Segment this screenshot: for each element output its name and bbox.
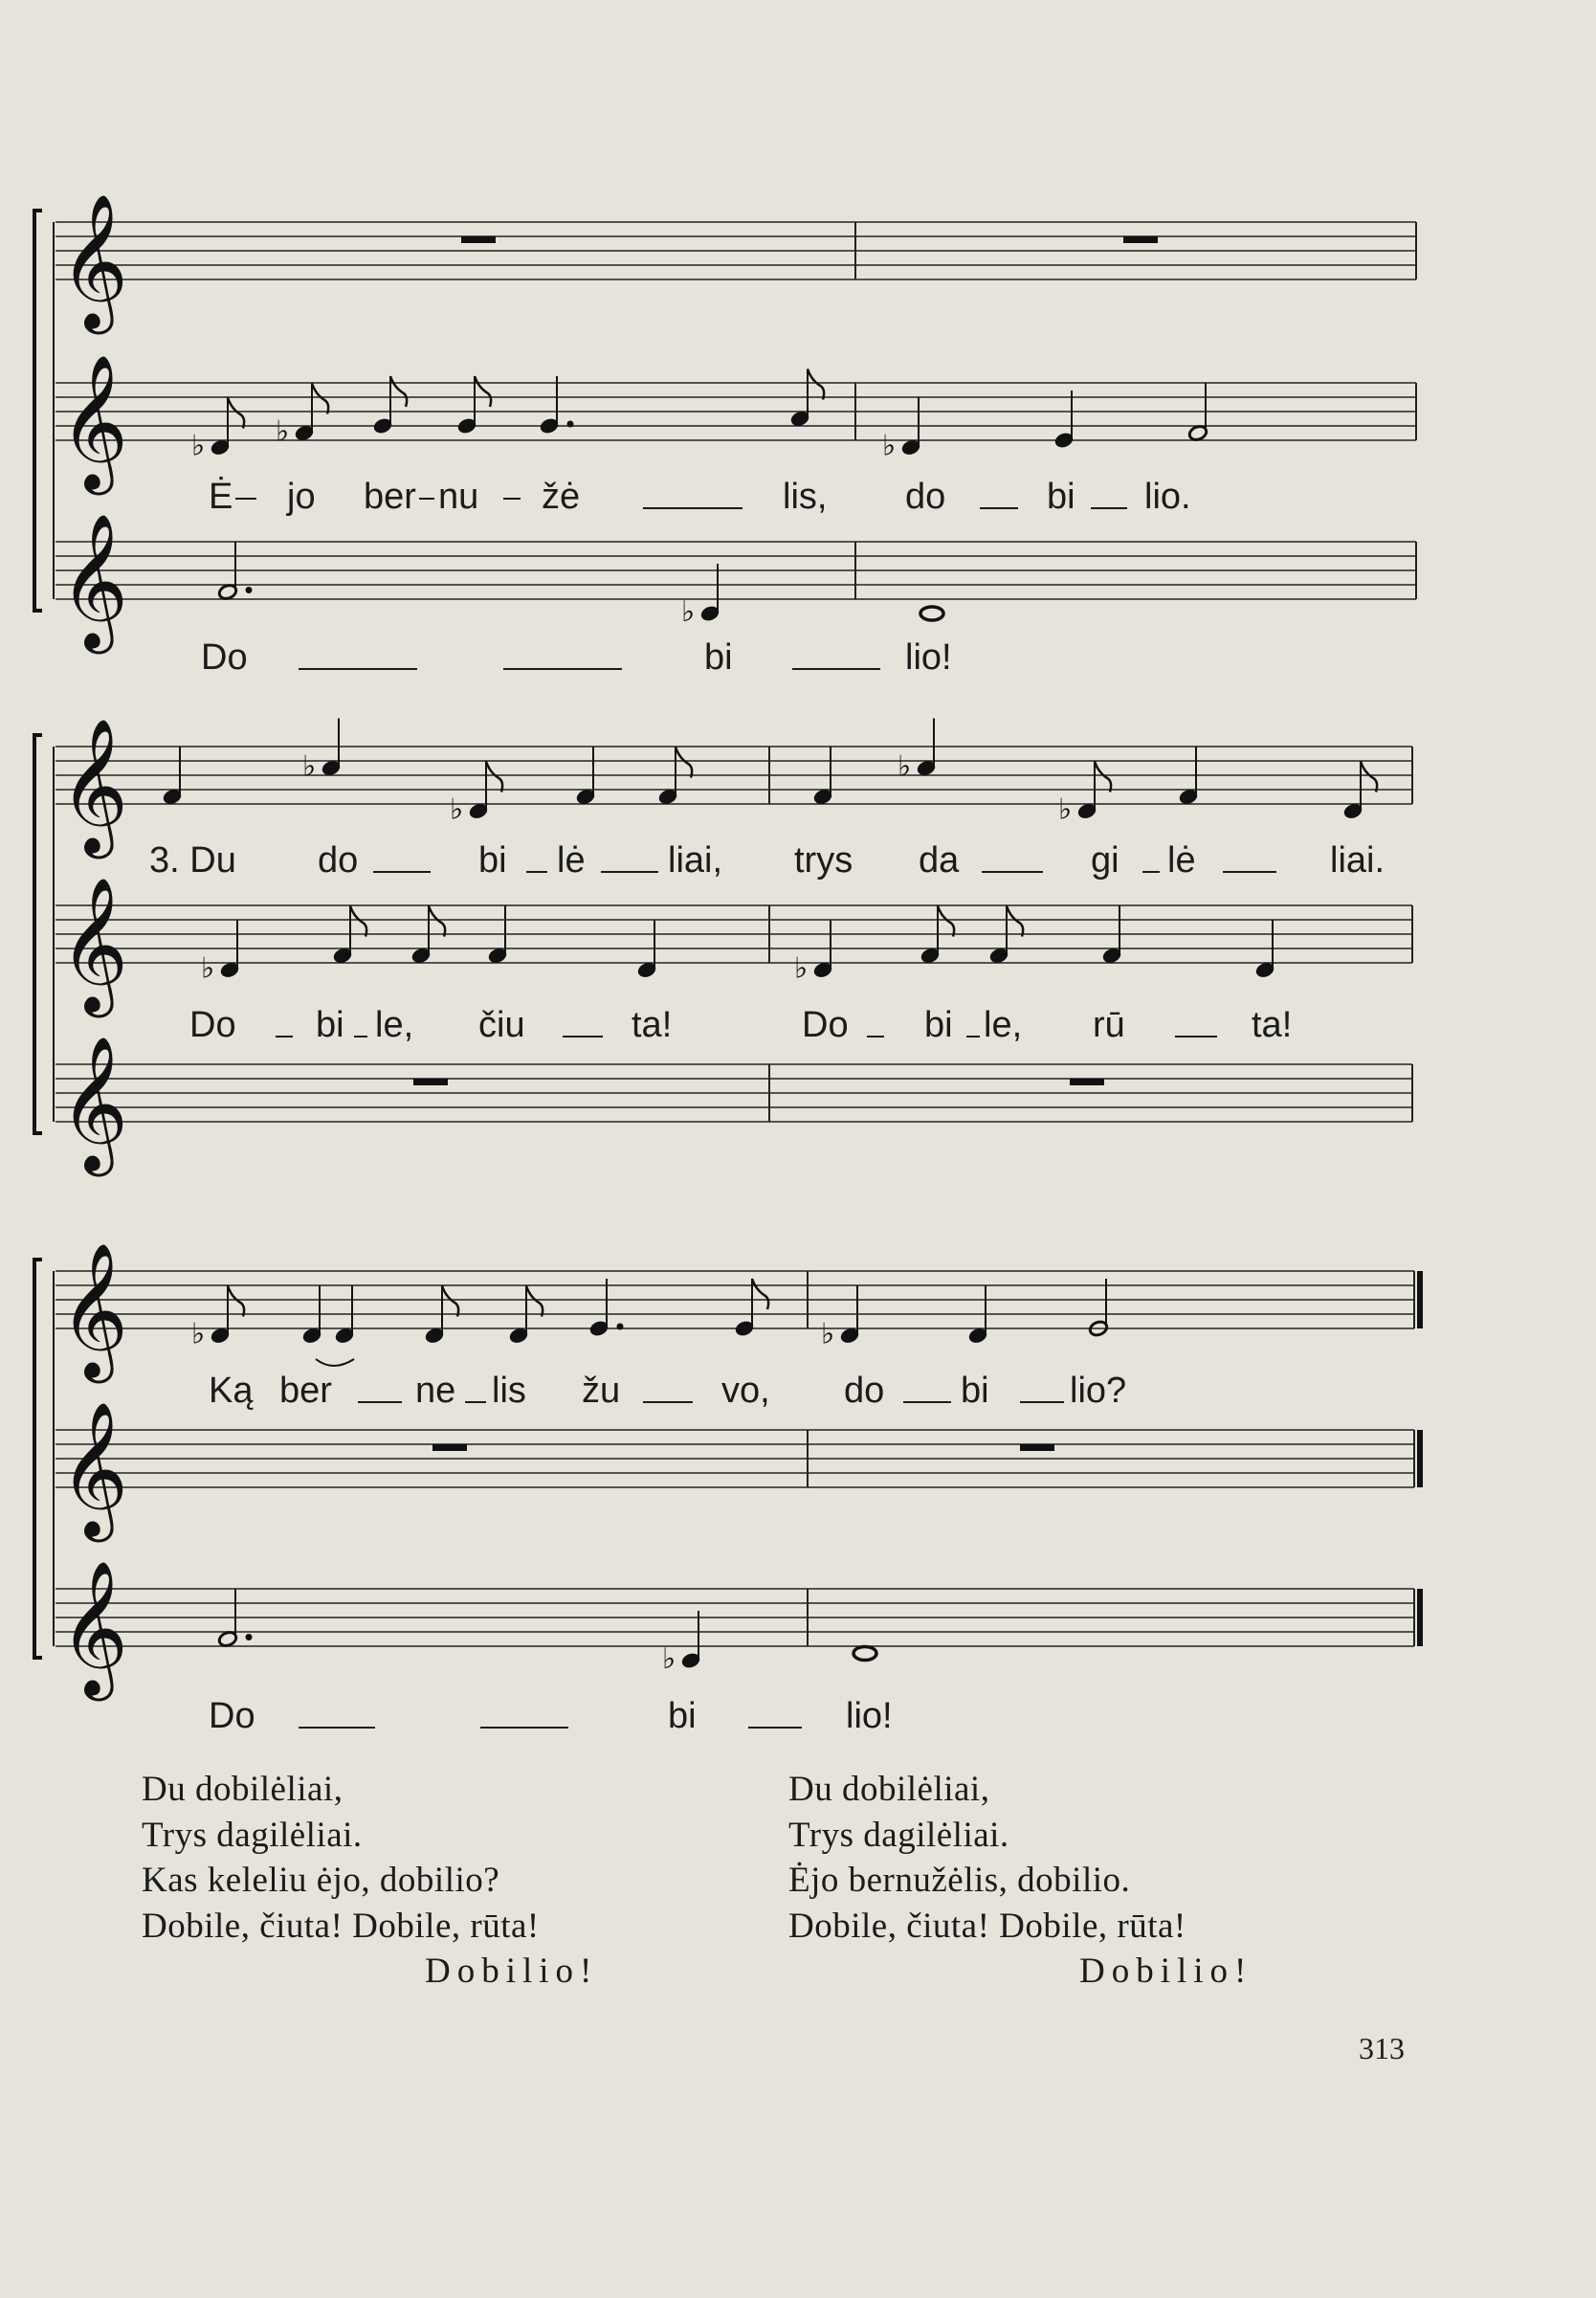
lyric-hyphen (980, 507, 1018, 509)
note-flag (475, 376, 491, 407)
page-number: 313 (1359, 2031, 1405, 2065)
lyric-syllable: ne (415, 1371, 456, 1411)
lyric-syllable: Do (201, 637, 248, 678)
final-barline (1417, 1430, 1423, 1487)
system-bracket (34, 1260, 42, 1658)
note-flag (429, 906, 445, 937)
lyric-hyphen (903, 1401, 951, 1403)
lyric-syllable: liai. (1330, 840, 1385, 881)
treble-clef-icon: 𝄞 (59, 353, 129, 489)
lyric-syllable: lio! (846, 1696, 893, 1736)
note-flag (1361, 762, 1377, 792)
note-flag (312, 384, 328, 414)
treble-clef-icon: 𝄞 (59, 1241, 129, 1377)
lyric-hyphen (1091, 507, 1127, 509)
system-bracket (34, 211, 42, 611)
lyric-syllable: lė (1167, 840, 1196, 881)
verse-line: Ėjo bernužėlis, dobilio. (788, 1861, 1131, 1900)
verse-right (788, 1767, 1252, 1995)
final-barline (1417, 1589, 1423, 1646)
lyric-syllable: Ką (209, 1371, 254, 1411)
lyric-syllable: lis, (783, 477, 828, 517)
note-flag (752, 1279, 768, 1309)
treble-clef-icon: 𝄞 (59, 717, 129, 853)
verse-left (142, 1767, 598, 1995)
whole-rest (432, 1444, 467, 1451)
flat-icon: ♭ (450, 792, 464, 827)
verse-line: Dobile, čiuta! Dobile, rūta! (788, 1906, 1186, 1946)
verse-line: Trys dagilėliai. (142, 1815, 363, 1855)
final-barline (1417, 1271, 1423, 1328)
flat-icon: ♭ (681, 595, 696, 629)
dot (567, 421, 574, 428)
lyric-hyphen (235, 498, 256, 500)
note-flag (938, 906, 954, 937)
lyric-syllable: ber (279, 1371, 332, 1411)
note-flag (390, 376, 407, 407)
lyric-syllable: gi (1091, 840, 1119, 881)
flat-icon: ♭ (276, 414, 290, 449)
dot (246, 587, 253, 593)
verse-line: Kas keleliu ėjo, dobilio? (142, 1861, 500, 1900)
lyric-hyphen (276, 1036, 293, 1037)
lyric-syllable: le, (375, 1005, 414, 1045)
lyric-hyphen (643, 1401, 693, 1403)
lyric-syllable: lio? (1070, 1371, 1127, 1411)
verse-refrain: Dobilio! (425, 1952, 599, 1991)
flat-icon: ♭ (794, 951, 809, 986)
lyric-hyphen (354, 1036, 367, 1037)
lyric-syllable: ber (364, 477, 416, 517)
lyric-hyphen (373, 871, 431, 873)
lyric-hyphen (419, 498, 434, 500)
lyric-hyphen (563, 1036, 603, 1037)
lyric-syllable: Do (802, 1005, 849, 1045)
lyric-syllable: ta! (1252, 1005, 1293, 1045)
lyric-extender (643, 507, 743, 509)
flat-icon: ♭ (882, 429, 897, 463)
lyric-syllable: do (844, 1371, 885, 1411)
verse-line: Du dobilėliai, (142, 1770, 344, 1809)
lyric-syllable: žu (582, 1371, 621, 1411)
verse-line: Dobile, čiuta! Dobile, rūta! (142, 1906, 540, 1946)
whole-rest (1070, 1079, 1104, 1085)
lyric-syllable: bi (1047, 477, 1075, 517)
whole-note (853, 1647, 876, 1661)
flat-icon: ♭ (1058, 792, 1073, 827)
lyric-syllable: bi (478, 840, 507, 881)
lyric-hyphen (1142, 871, 1160, 873)
flat-icon: ♭ (191, 1317, 206, 1351)
lyric-extender (480, 1727, 568, 1729)
lyric-syllable: bi (668, 1696, 697, 1736)
lyric-syllable: rū (1093, 1005, 1125, 1045)
lyric-syllable: da (919, 840, 960, 881)
lyric-hyphen (503, 498, 521, 500)
lyric-hyphen (867, 1036, 884, 1037)
lyric-syllable: Do (189, 1005, 236, 1045)
lyric-syllable: lio! (905, 637, 952, 678)
lyric-syllable: le, (984, 1005, 1023, 1045)
treble-clef-icon: 𝄞 (59, 1559, 129, 1695)
lyric-syllable: vo, (721, 1371, 770, 1411)
whole-rest (461, 236, 496, 243)
lyric-syllable: lis (492, 1371, 526, 1411)
note-flag (676, 747, 692, 778)
lyric-extender (792, 668, 880, 670)
note-flag (442, 1286, 458, 1317)
treble-clef-icon: 𝄞 (59, 512, 129, 648)
note-flag (1095, 762, 1111, 792)
flat-icon: ♭ (662, 1642, 676, 1676)
flat-icon: ♭ (821, 1317, 835, 1351)
lyric-hyphen (526, 871, 547, 873)
note-flag (350, 906, 366, 937)
lyric-syllable: bi (704, 637, 733, 678)
lyric-syllable: lė (557, 840, 586, 881)
lyric-hyphen (465, 1401, 486, 1403)
flat-icon: ♭ (898, 749, 912, 784)
note-flag (228, 1286, 244, 1317)
verse-refrain: Dobilio! (1079, 1952, 1253, 1991)
whole-rest (413, 1079, 448, 1085)
whole-note (920, 607, 943, 620)
slur (316, 1359, 354, 1366)
treble-clef-icon: 𝄞 (59, 192, 129, 328)
treble-clef-icon: 𝄞 (59, 1035, 129, 1171)
lyric-syllable: čiu (478, 1005, 525, 1045)
lyric-syllable: lio. (1144, 477, 1191, 517)
lyric-extender (299, 1727, 375, 1729)
system-bracket (34, 735, 42, 1133)
lyric-hyphen (1020, 1401, 1064, 1403)
lyric-syllable: liai, (668, 840, 723, 881)
verse-line: Trys dagilėliai. (788, 1815, 1009, 1855)
lyric-syllable: bi (961, 1371, 989, 1411)
note-flag (808, 369, 824, 400)
flat-icon: ♭ (191, 429, 206, 463)
treble-clef-icon: 𝄞 (59, 1400, 129, 1536)
whole-rest (1123, 236, 1158, 243)
lyric-syllable: trys (794, 840, 853, 881)
lyric-syllable: 3. Du (149, 840, 236, 881)
treble-clef-icon: 𝄞 (59, 876, 129, 1012)
note-flag (526, 1286, 543, 1317)
note-flag (1007, 906, 1023, 937)
flat-icon: ♭ (201, 951, 215, 986)
whole-rest (1020, 1444, 1054, 1451)
lyric-extender (748, 1727, 802, 1729)
lyric-syllable: Do (209, 1696, 255, 1736)
lyric-syllable: žė (542, 477, 581, 517)
dot (246, 1634, 253, 1640)
note-flag (486, 762, 502, 792)
lyric-syllable: do (318, 840, 359, 881)
verse-line: Du dobilėliai, (788, 1770, 990, 1809)
lyric-hyphen (1223, 871, 1276, 873)
lyric-syllable: Ė (209, 477, 233, 517)
lyric-hyphen (966, 1036, 980, 1037)
lyric-syllable: bi (316, 1005, 344, 1045)
lyric-hyphen (601, 871, 658, 873)
flat-icon: ♭ (302, 749, 317, 784)
lyric-extender (503, 668, 622, 670)
note-flag (228, 398, 244, 429)
lyric-hyphen (1175, 1036, 1217, 1037)
lyric-extender (299, 668, 417, 670)
lyric-hyphen (982, 871, 1043, 873)
lyric-syllable: jo (287, 477, 316, 517)
lyric-syllable: nu (438, 477, 479, 517)
lyric-syllable: do (905, 477, 946, 517)
dot (617, 1324, 624, 1330)
lyric-syllable: ta! (632, 1005, 673, 1045)
lyric-syllable: bi (924, 1005, 953, 1045)
lyric-hyphen (358, 1401, 402, 1403)
